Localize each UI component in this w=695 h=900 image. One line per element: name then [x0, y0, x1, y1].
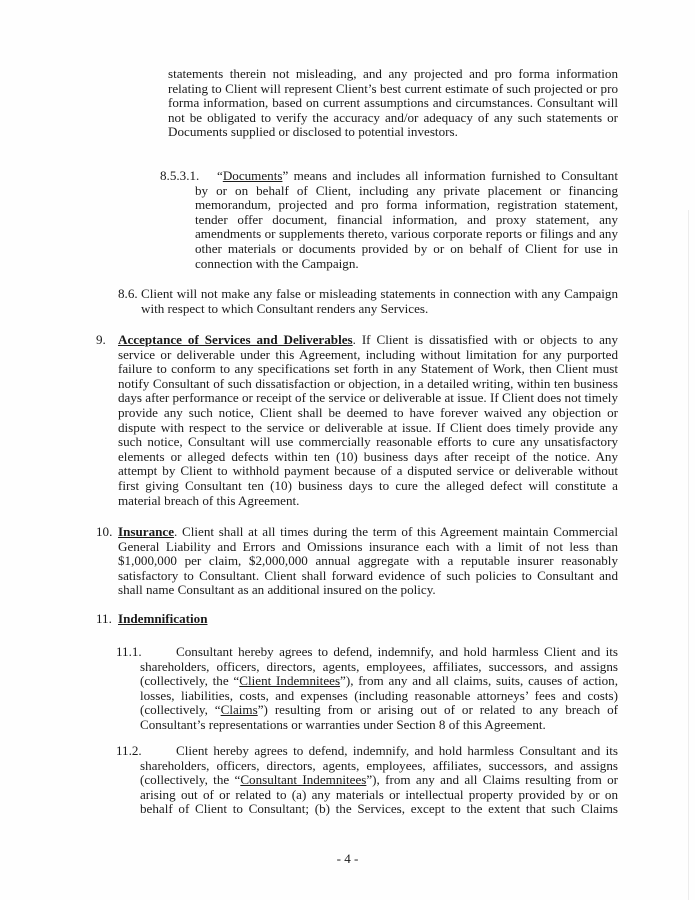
section-number-11-1: 11.1.	[116, 644, 142, 659]
section-number-9: 9.	[96, 332, 106, 347]
section-number-11-2: 11.2.	[116, 743, 142, 758]
section-9	[118, 333, 618, 508]
defined-term-documents: Documents	[222, 168, 283, 183]
section-11-1: Consultant hereby agrees to defend, indemnify, and hold harmless Client and its shareholders, officers, directors, agents, employees, affiliates, successors, and assigns (collectively, the “Client Indemnitees”), from any and all claims, suits, causes of action, losses, liabilities, costs, and expenses (including reasonable attorneys’ fees and costs) (collectively, “Claims”) resulting from or arising out of or related to any breach of Consultant’s representations or warranties under Section 8 of this Agreement.	[140, 644, 619, 732]
section-10	[118, 525, 618, 598]
section-8-5-3-1-text: means and includes all information furnished to Consultant by or on behalf of Client, including any private placement or financing memorandum, projected and pro forma information, registration statement, tender offer document, financial information, and proxy statement, any amendments or supplements thereto, various corporate reports or filings and any other materials or documents provided by or on behalf of Client for use in connection with the Campaign.	[195, 168, 618, 271]
section-heading-acceptance: Acceptance of Services and Deliverables	[118, 332, 353, 347]
section-8-6	[141, 287, 618, 316]
section-8-6-text: Client will not make any false or misleading statements in connection with any Campaign with respect to which Consultant renders any Services.	[141, 286, 618, 316]
section-11-heading	[118, 612, 418, 627]
section-10-text: . Client shall at all times during the term of this Agreement maintain Commercial General Liability and Errors and Omissions insurance each with a limit of not less than $1,000,000 per claim, $2,000,000 annual aggregate with a reputable insurer reasonably satisfactory to Consultant. Client shall forward evidence of such policies to Consultant and shall name Consultant as an additional insured on the policy.	[118, 524, 618, 598]
intro-paragraph	[168, 67, 618, 140]
defined-term-client-indemnitees: Client Indemnitees	[239, 673, 341, 689]
page-number: - 4 -	[336, 851, 359, 866]
section-8-5-3-1: “Documents” means and includes all information furnished to Consultant by or on behalf of Client, including any private placement or financing memorandum, projected and pro forma information, registration statement, tender offer document, financial information, and proxy statement, any amendments or supplements thereto, various corporate reports or filings and any other materials or documents provided by or on behalf of Client for use in connection with the Campaign.	[195, 168, 618, 271]
section-number-8-6: 8.6.	[118, 286, 138, 301]
defined-term-claims: Claims	[220, 702, 258, 718]
section-11-2: Client hereby agrees to defend, indemnify, and hold harmless Consultant and its shareholders, officers, directors, agents, employees, affiliates, successors, and assigns (collectively, the “Consultant Indemnitees”), from any and all Claims resulting from or arising out of or related to (a) any materials or intellectual property provided by or on behalf of Client to Consultant; (b) the Services, except to the extent that such Claims	[140, 743, 619, 817]
section-9-text: . If Client is dissatisfied with or objects to any service or deliverable under this Agreement, including without limitation for any purported failure to conform to any specifications set forth in any Statement of Work, then Client must notify Consultant of such dissatisfaction or objection, in a detailed writing, within ten business days after performance or receipt of the service or deliverable at issue. If Client does not timely provide any such notice, Client shall be deemed to have forever waived any objection or dispute with respect to the service or deliverable at issue. If Client does timely provide any such notice, Consultant will use commercially reasonable efforts to cure any unsatisfactory elements or alleged defects within ten (10) business days after receipt of the notice. Any attempt by Client to withhold payment because of a disputed service or deliverable without first giving Consultant ten (10) business days to cure the alleged defect will constitute a material breach of this Agreement.	[118, 332, 618, 508]
section-heading-insurance: Insurance	[118, 524, 175, 539]
section-heading-indemnification: Indemnification	[118, 611, 208, 626]
defined-term-consultant-indemnitees: Consultant Indemnitees	[240, 772, 367, 788]
intro-paragraph-text: statements therein not misleading, and any projected and pro forma information relating to Client will represent Client’s best current estimate of such projected or pro forma information, based on current assumptions and circumstances. Consultant will not be obligated to verify the accuracy and/or adequacy of any such statements or Documents supplied or disclosed to potential investors.	[168, 66, 618, 140]
scan-edge-line	[688, 210, 689, 900]
section-number-8-5-3-1: 8.5.3.1.	[160, 168, 200, 183]
section-number-10: 10.	[96, 524, 113, 539]
section-number-11: 11.	[96, 611, 112, 626]
